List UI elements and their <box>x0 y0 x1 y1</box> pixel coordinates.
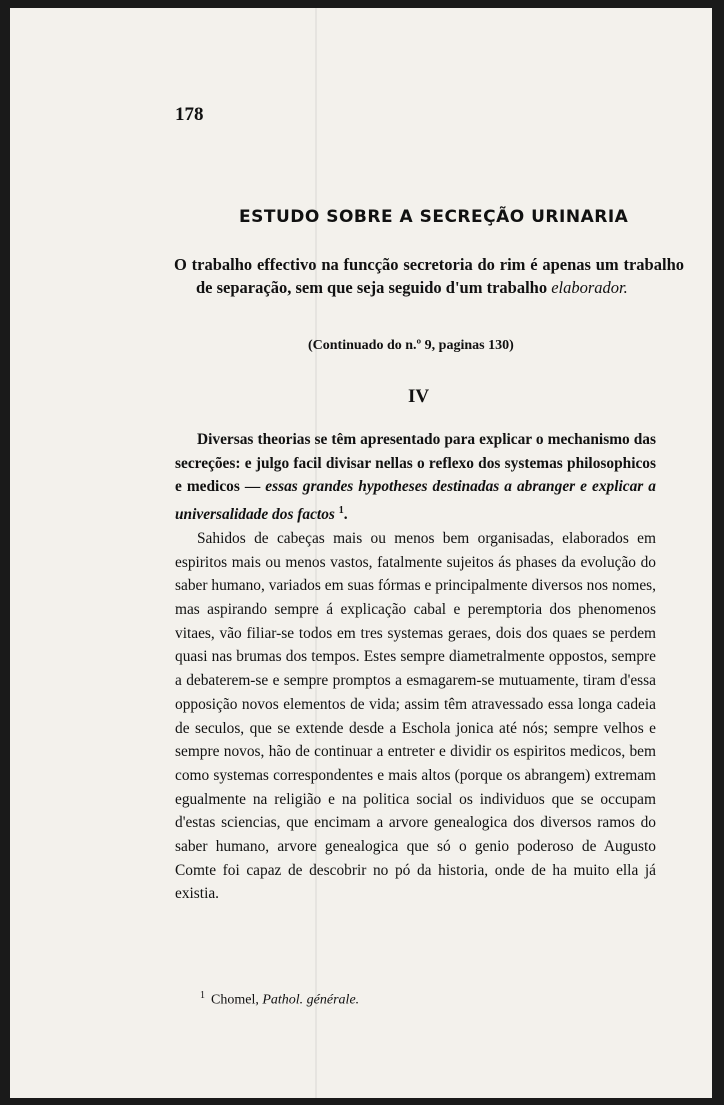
footnote <box>200 990 359 1009</box>
paragraph-1 <box>175 428 656 527</box>
paragraph-1-text: Diversas theorias se têm apresentado para explicar o mechanismo das secreções: e julgo facil divisar nellas o reflexo dos systemas philosophicos e medicos — <box>175 431 656 496</box>
page-number: 178 <box>175 104 204 125</box>
section-number: IV <box>408 386 430 407</box>
paragraph-2: Sahidos de cabeças mais ou menos bem organisadas, elaborados em espiritos mais ou menos vastos, fatalmente sujeitos ás phases da evolução do saber humano, variados em suas fórmas e principalmente diversos nos nomes, mas aspirando sempre á explicação cabal e peremptoria dos phenomenos vitaes, vão filiar-se todos em tres systemas geraes, dois dos quaes se perdem quasi nas brumas dos tempos. Estes sempre diametralmente oppostos, sempre a debaterem-se e sempre promptos a esmagarem-se mutuamente, tiram d'essa opposição novos elementos de vida; assim têm atravessado essa longa cadeia de seculos, que se extende desde a Eschola jonica até nós; sempre velhos e sempre novos, hão de continuar a entreter e dividir os espiritos medicos, bem como systemas correspondentes e mais altos (porque os abrangem) extremam egualmente na religião e na politica social os individuos que se occupam d'estas sciencias, que encimam a arvore genealogica dos diversos ramos do saber humano, arvore genealogica que só o genio poderoso de Augusto Comte foi capaz de descobrir no pó da historia, onde de ha muito ella já existia. <box>175 529 656 903</box>
article-title: ESTUDO SOBRE A SECREÇÃO URINARIA <box>239 207 629 227</box>
footnote-work: Pathol. générale. <box>262 992 360 1008</box>
paragraph-1-italic: essas grandes hypotheses destinadas a abranger e explicar a universalidade dos factos <box>175 478 657 524</box>
footnote-author: Chomel, <box>211 992 259 1008</box>
paragraph-1-end: . <box>343 506 348 524</box>
book-page <box>10 8 712 1098</box>
body-text <box>175 428 656 906</box>
article-summary <box>174 253 684 299</box>
continued-note: (Continuado do n.º 9, paginas 130) <box>308 338 514 353</box>
summary-italic: elaborador. <box>551 278 628 297</box>
footnote-mark: 1 <box>200 990 205 1001</box>
footnote-ref: 1 <box>338 505 344 517</box>
summary-text: O trabalho effectivo na funcção secretoria do rim é apenas um trabalho de separação, sem que seja seguido d'um trabalho <box>174 255 684 297</box>
